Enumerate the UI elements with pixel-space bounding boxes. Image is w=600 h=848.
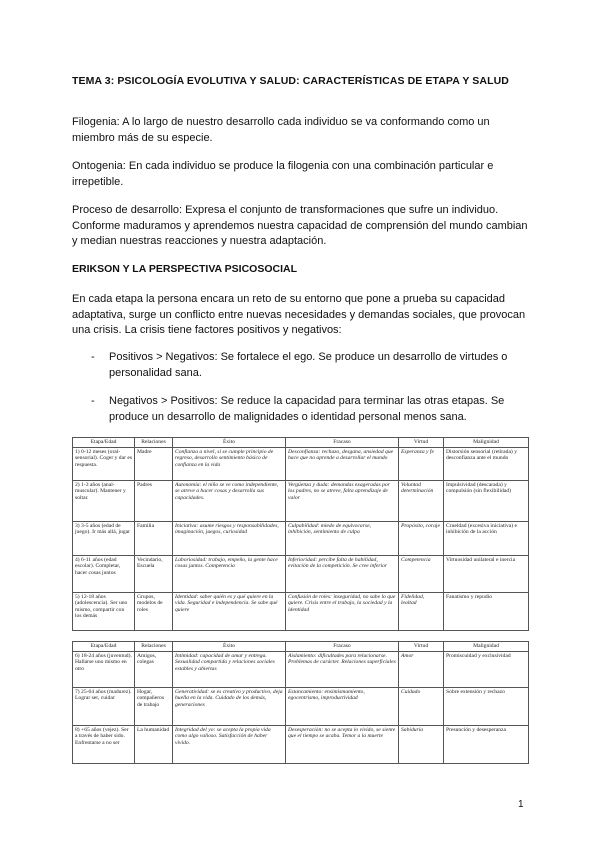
table-cell: Desesperación: no se acepta lo vivido, se siente que el tiempo se acaba. Temor a la muerte — [286, 726, 399, 764]
table-cell: Padres — [135, 481, 173, 522]
table-row — [73, 522, 529, 556]
table-cell: Hogar, compañeros de trabajo — [135, 688, 173, 726]
table-cell: Inferioridad: percibe falta de habilidad, evitación de la competición. Se cree inferior — [286, 556, 399, 593]
header-cell: Relaciones — [135, 438, 173, 448]
table-cell: Sabiduría — [399, 726, 444, 764]
table-cell: Grupos, modelos de roles — [135, 593, 173, 631]
table-cell: Competencia — [399, 556, 444, 593]
header-cell: Virtud — [399, 438, 444, 448]
table-cell: 3) 3-5 años (edad de juego). Ir más allá, jugar — [73, 522, 135, 556]
table-row — [73, 593, 529, 631]
header-cell: Éxito — [173, 642, 286, 652]
table-cell: Impulsividad (descarada) y compulsión (sin flexibilidad) — [444, 481, 529, 522]
header-cell: Malignidad — [444, 438, 529, 448]
paragraph-filogenia: Filogenia: A lo largo de nuestro desarrollo cada individuo se va conformando como un miembro más de su especie. — [72, 116, 490, 144]
table-cell: Presunción y desesperanza — [444, 726, 529, 764]
table-cell: Iniciativa: asume riesgos y responsabilidades, imaginación, juegos, curiosidad — [173, 522, 286, 556]
table-cell: Amor — [399, 652, 444, 688]
table-cell: Laboriosidad: trabajo, empeño, la gente hace cosas juntos. Competencia — [173, 556, 286, 593]
header-cell: Etapa/Edad — [73, 642, 135, 652]
table-cell: Intimidad: capacidad de amar y entrega. Sexualidad compartida y relaciones sociales estables y abiertas — [173, 652, 286, 688]
table-cell: Esperanza y fe — [399, 448, 444, 481]
table-cell: 7) 25-64 años (madurez). Lograr ser, cuidar — [73, 688, 135, 726]
table-cell: Generatividad: se es creativo y productivo, deja huella en la vida. Cuidado de los demás, generaciones — [173, 688, 286, 726]
table-cell: 2) 1-3 años (anal-muscular). Mantener y soltar. — [73, 481, 135, 522]
table-cell: Confianza a nivel, si se cumple principio de regreso, desarrollo sentimiento básico de confianza en la vida — [173, 448, 286, 481]
header-cell: Fracaso — [286, 642, 399, 652]
table-row — [73, 726, 529, 764]
table-cell: Familia — [135, 522, 173, 556]
bullet-text: Negativos > Positivos: Se reduce la capacidad para terminar las otras etapas. Se produce un desarrollo de malignidades o identidad personal menos sana. — [109, 395, 505, 423]
table-cell: Integridad del yo: se acepta la propia vida como algo valioso. Satisfacción de haber vivido. — [173, 726, 286, 764]
paragraph-proceso: Proceso de desarrollo: Expresa el conjunto de transformaciones que sufre un individuo. Conforme maduramos y aprendemos nuestra capacidad de comprensión del mundo cambian y median nuestras reacciones y nuestra adaptación. — [72, 204, 528, 247]
table-cell: Vecindario, Escuela — [135, 556, 173, 593]
table-cell: La humanidad — [135, 726, 173, 764]
table-row — [73, 556, 529, 593]
table-cell: Amigos, colegas — [135, 652, 173, 688]
section-heading: ERIKSON Y LA PERSPECTIVA PSICOSOCIAL — [72, 263, 298, 275]
table-header-row — [73, 438, 529, 448]
table-cell: 5) 12-18 años (adolescencia). Ser uno mismo, compartir con los demás — [73, 593, 135, 631]
table-cell: Voluntad determinación — [399, 481, 444, 522]
page-number: 1 — [518, 799, 524, 810]
table-cell: Distorsión sensorial (retirada) y desconfianza ante el mundo — [444, 448, 529, 481]
table-cell: Confusión de roles: inseguridad, no sabe lo que quiere. Crisis entre el trabajo, la sociedad y la identidad — [286, 593, 399, 631]
table-cell: 8) +65 años (vejez). Ser a través de haber sido. Enfrentarse a no ser — [73, 726, 135, 764]
table-cell: 6) 18-24 años (juventud). Hallarse uno mismo en otro — [73, 652, 135, 688]
paragraph-intro: En cada etapa la persona encara un reto de su entorno que pone a prueba su capacidad adaptativa, surge un conflicto entre nuevas necesidades y demandas sociales, que provocan una crisis. La crisis tiene factores positivos y negativos: — [72, 293, 526, 336]
table-row — [73, 652, 529, 688]
paragraph-ontogenia: Ontogenia: En cada individuo se produce la filogenia con una combinación particular e irrepetible. — [72, 160, 494, 188]
bullet-text: Positivos > Negativos: Se fortalece el ego. Se produce un desarrollo de virtudes o personalidad sana. — [109, 351, 508, 379]
header-cell: Virtud — [399, 642, 444, 652]
table-cell: Sobre extensión y rechazo — [444, 688, 529, 726]
table-cell: Vergüenza y duda: demandas exageradas por los padres, no se atreve, falta aprendizaje de valor — [286, 481, 399, 522]
table-cell: Fidelidad, lealtad — [399, 593, 444, 631]
table-cell: Madre — [135, 448, 173, 481]
table-cell: Culpabilidad: miedo de equivocarse, inhibición, sentimiento de culpa — [286, 522, 399, 556]
table-cell: Crueldad (excesiva iniciativa) e inhibición de la acción — [444, 522, 529, 556]
table-row — [73, 688, 529, 726]
bullet-dash: - — [91, 351, 95, 363]
table-row — [73, 481, 529, 522]
table-header-row — [73, 642, 529, 652]
table-cell: Promiscuidad y exclusividad — [444, 652, 529, 688]
header-cell: Fracaso — [286, 438, 399, 448]
header-cell: Éxito — [173, 438, 286, 448]
header-cell: Relaciones — [135, 642, 173, 652]
table-cell: Aislamiento: dificultades para relacionarse. Problemas de carácter. Relaciones superficiales — [286, 652, 399, 688]
table-cell: Virtuosidad unilateral e inercia — [444, 556, 529, 593]
table-cell: Fanatismo y repudio — [444, 593, 529, 631]
header-cell: Etapa/Edad — [73, 438, 135, 448]
table-cell: 4) 6-11 años (edad escolar). Completar, hacer cosas juntos — [73, 556, 135, 593]
table-cell: Propósito, coraje — [399, 522, 444, 556]
table-cell: Cuidado — [399, 688, 444, 726]
table-cell: Estancamiento: ensimismamiento, egocentrismo, improductividad — [286, 688, 399, 726]
header-cell: Malignidad — [444, 642, 529, 652]
erikson-table-2 — [72, 641, 529, 764]
table-cell: Autonomía: el niño se ve como independiente, se atreve a hacer cosas y desarrolla sus capacidades. — [173, 481, 286, 522]
table-cell: Desconfianza: rechazo, desgana, ansiedad que hace que no aprende a desarrollar el mundo — [286, 448, 399, 481]
table-cell: Identidad: saber quién es y qué quiere en la vida. Seguridad e independencia. Se sabe qué quiere — [173, 593, 286, 631]
table-cell: 1) 0-12 meses (oral-sensorial). Coger y dar es respuesta. — [73, 448, 135, 481]
bullet-dash: - — [91, 395, 95, 407]
table-row — [73, 448, 529, 481]
page-title: TEMA 3: PSICOLOGÍA EVOLUTIVA Y SALUD: CARACTERÍSTICAS DE ETAPA Y SALUD — [72, 75, 509, 87]
erikson-table-1 — [72, 437, 529, 631]
